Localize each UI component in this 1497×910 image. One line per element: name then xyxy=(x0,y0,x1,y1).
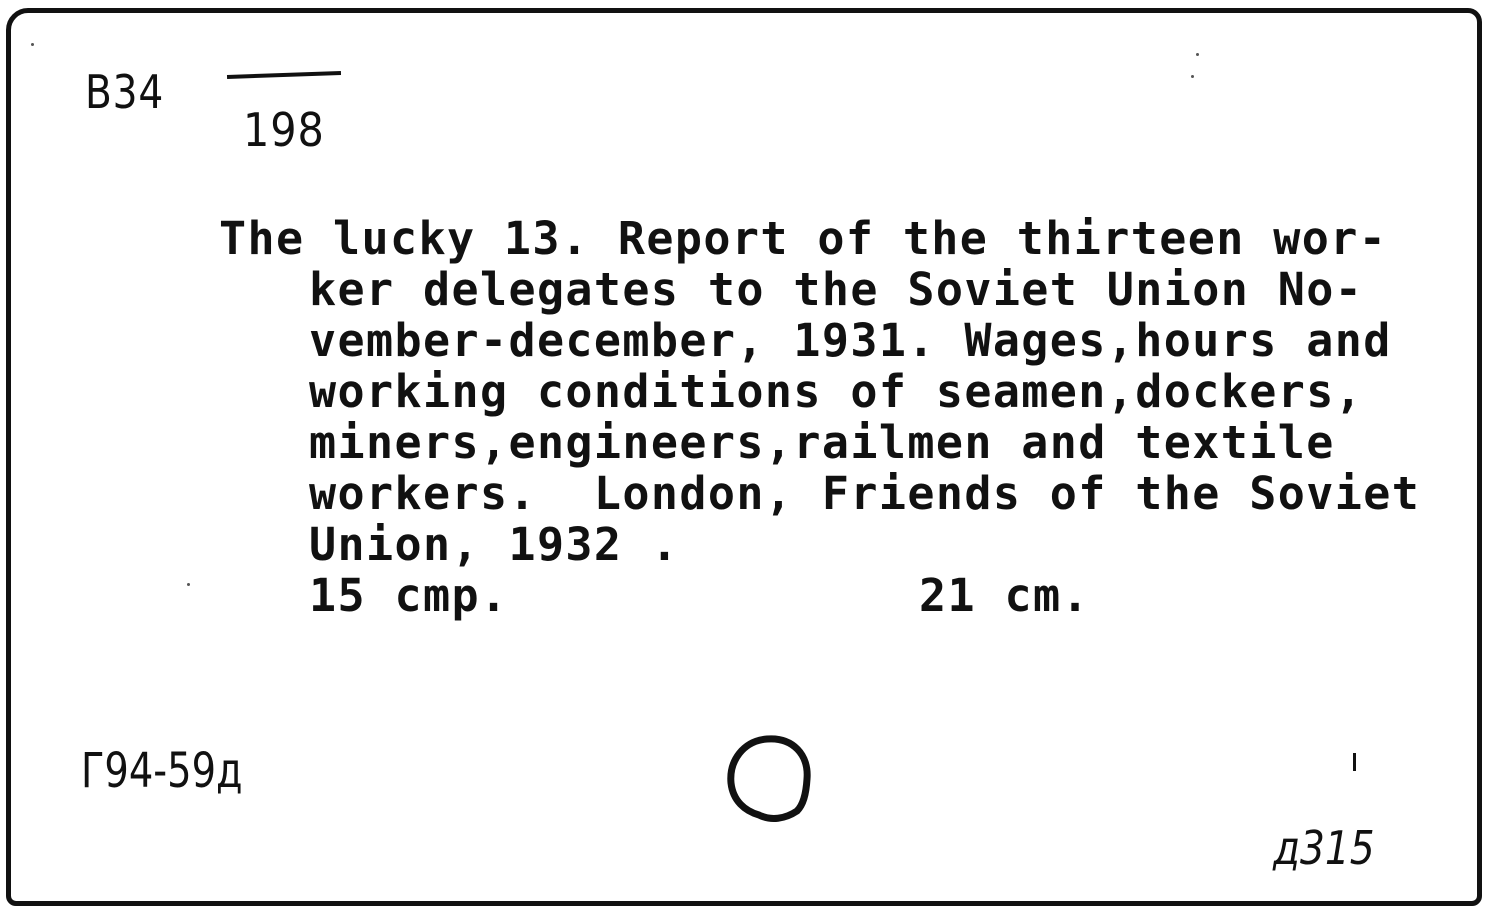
entry-line-1: The lucky 13. Report of the thirteen wor- xyxy=(219,212,1388,265)
pages-count: 15 cmp. xyxy=(309,569,509,622)
entry-line-6: workers. London, Friends of the Soviet xyxy=(309,467,1421,520)
accession-number: Г94-59д xyxy=(81,743,243,799)
shelf-mark-divider xyxy=(227,71,341,79)
entry-line-7: Union, 1932 . xyxy=(309,518,680,571)
entry-line-5: miners,engineers,railmen and textile xyxy=(309,416,1335,469)
inventory-number: д315 xyxy=(1273,821,1375,875)
book-size: 21 cm. xyxy=(919,569,1090,622)
speck xyxy=(1191,75,1194,78)
entry-line-3: vember-december, 1931. Wages,hours and xyxy=(309,314,1392,367)
speck xyxy=(31,43,34,46)
speck xyxy=(1196,53,1199,56)
shelf-mark-top: B34 xyxy=(85,65,165,119)
shelf-mark-bottom: 198 xyxy=(243,103,325,157)
entry-line-4: working conditions of seamen,dockers, xyxy=(309,365,1364,418)
speck xyxy=(187,583,190,586)
catalog-card xyxy=(6,8,1482,906)
entry-line-2: ker delegates to the Soviet Union No- xyxy=(309,263,1364,316)
pencil-tick xyxy=(1353,753,1356,771)
punch-hole-icon xyxy=(723,733,811,823)
